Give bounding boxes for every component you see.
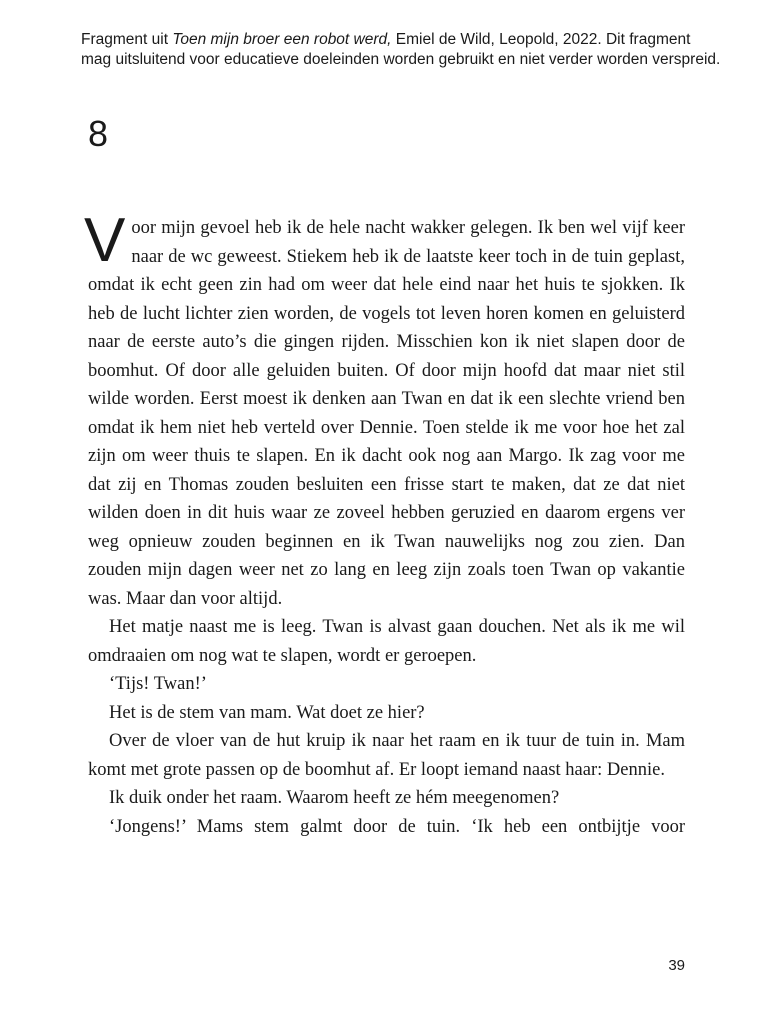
paragraph: Het matje naast me is leeg. Twan is alvast gaan douchen. Net als ik me wil omdraaien om nog wat te slapen, wordt er geroepen. (88, 617, 685, 666)
page-number: 39 (668, 957, 685, 974)
drop-cap: V (84, 206, 126, 275)
chapter-body (84, 206, 685, 841)
paragraph-1 (84, 206, 685, 613)
chapter-number: 8 (88, 113, 109, 154)
paragraph: Het is de stem van mam. Wat doet ze hier? (109, 702, 425, 723)
book-title: Toen mijn broer een robot werd, (172, 31, 392, 48)
source-note-prefix: Fragment uit (81, 31, 173, 48)
source-note (81, 30, 721, 70)
paragraph: Over de vloer van de hut kruip ik naar het raam en ik tuur de tuin in. Mam komt met grote passen op de boomhut af. Er loopt iemand naast haar: Dennie. (88, 731, 685, 780)
paragraph-last-partial: ‘Jongens!’ Mams stem galmt door de tuin. ‘Ik heb een ontbijtje voor (109, 816, 685, 837)
source-note-suffix: Emiel de Wild, Leopold, 2022. Dit fragment mag uitsluitend voor educatieve doeleinden worden gebruikt en niet verder worden verspreid. (81, 31, 721, 68)
paragraph: Ik duik onder het raam. Waarom heeft ze hém meegenomen? (109, 788, 560, 808)
paragraph-1-text: oor mijn gevoel heb ik de hele nacht wakker gelegen. Ik ben wel vijf keer naar de wc geweest. Stiekem heb ik de laatste keer toch in de tuin geplast, omdat ik echt geen zin had om weer dat hele eind naar het huis te sjokken. Ik heb de lucht lichter zien worden, de vogels tot leven horen komen en geluisterd naar de eerste auto’s die gingen rijden. Misschien kon ik niet slapen door de boomhut. Of door alle geluiden buiten. Of door mijn hoofd dat maar niet stil wilde worden. Eerst moest ik denken aan Twan en dat ik een slechte vriend ben omdat ik hem niet heb verteld over Dennie. Toen stelde ik me voor hoe het zal zijn om weer thuis te slapen. En ik dacht ook nog aan Margo. Ik zag voor me dat zij en Thomas zouden besluiten een frisse start te maken, dat ze dat niet wilden doen in dit huis waar ze zoveel hebben geruzied en daarom ergens ver weg opnieuw zouden beginnen en ik Twan nauwelijks nog zou zien. Dan zouden mijn dagen weer net zo lang en leeg zijn zoals toen Twan op vakantie was. Maar dan voor altijd. (88, 218, 685, 609)
paragraph: ‘Tijs! Twan!’ (109, 674, 207, 694)
